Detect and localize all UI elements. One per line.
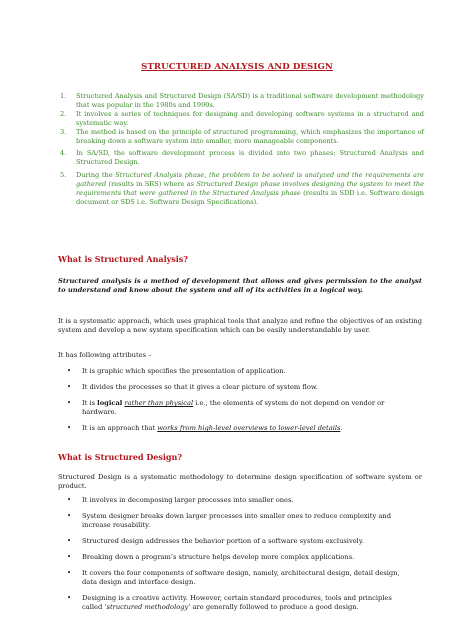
intro-text: In SA/SD, the software development process is divided into two phases: Structured Analysis and Structured Design. [76,149,424,167]
bullet-icon: • [67,367,72,375]
underlined-phrase: works from high-level overviews to lower-level details [157,424,341,432]
list-number: 1. [60,92,67,100]
list-item [58,569,408,587]
underlined-phrase: rather than physical [124,399,194,407]
bullet-icon: • [67,383,72,391]
bullet-icon: • [67,594,72,602]
bullet-icon: • [67,399,72,407]
bullet-text: It covers the four components of software design, namely, architectural design, detail design, data design and interface design. [82,569,400,586]
bullet-text: Breaking down a program’s structure helps develop more complex applications. [82,553,355,561]
intro-italic-text: Structured Analysis phase, the problem to be solved is analyzed and the requirements are gathered [76,171,424,189]
intro-item [60,171,424,207]
bullet-icon: • [67,424,72,432]
analysis-paragraph: It is a systematic approach, which uses graphical tools that analyze and refine the objectives of an existing system and develop a new system specification which can be easily understandable by user. [58,317,422,334]
bullet-text: System designer breaks down larger processes into smaller ones to reduce complexity and increase reusability. [82,512,391,529]
design-bullet-list [58,496,408,619]
intro-text: (results in SDD i.e. Software design document or SDS i.e. Software Design Specifications). [76,189,424,206]
list-number: 2. [60,109,67,118]
bullet-icon: • [67,553,72,561]
bullet-text: ’ are generally followed to produce a good design. [188,603,359,611]
bullet-text: i.e., the elements of system do not depend on vendor or hardware. [82,399,385,416]
analysis-bullet-list [58,367,408,440]
bullet-icon: • [67,496,72,504]
intro-item [60,128,424,146]
section-heading-analysis: What is Structured Analysis? [58,254,188,264]
list-item [58,424,408,433]
bullet-text: It is graphic which specifies the presentation of application. [82,367,286,375]
bullet-text: It is [82,399,98,407]
list-item [58,383,408,392]
attributes-intro: It has following attributes – [58,351,152,359]
list-number: 5. [60,171,67,180]
list-item [58,594,408,612]
section-heading-design: What is Structured Design? [58,452,183,462]
intro-item [60,110,424,128]
bullet-icon: • [67,537,72,545]
intro-item [60,149,424,167]
intro-item [60,92,424,110]
intro-text: It involves a series of techniques for designing and developing software systems in a structured and systematic way. [76,109,424,127]
list-item [58,537,408,546]
list-item [58,553,408,562]
bullet-text: It divides the processes so that it gives a clear picture of system flow. [82,383,318,391]
intro-text: The method is based on the principle of structured programming, which emphasizes the importance of breaking down a software system into smaller, more manageable components. [76,127,424,145]
analysis-definition: Structured analysis is a method of development that allows and gives permission to the analyst to understand and know about the system and all of its activities in a logical way. [58,277,422,294]
intro-text: During the [76,171,116,180]
bullet-text: . [340,424,343,432]
design-paragraph: Structured Design is a systematic methodology to determine design specification of software system or product. [58,473,422,490]
list-number: 3. [60,127,67,136]
intro-list [60,92,424,207]
bullet-icon: • [67,569,72,577]
list-number: 4. [60,149,67,158]
intro-text: (results in SRS) where as [106,180,197,189]
bullet-text: Designing is a creative activity. However, certain standard procedures, tools and principles called ‘ [82,594,392,611]
italic-phrase: structured methodology [106,603,189,611]
page-title: STRUCTURED ANALYSIS AND DESIGN [141,62,333,72]
bullet-text: Structured design addresses the behavior portion of a software system exclusively. [82,537,364,545]
list-item [58,399,408,417]
bullet-icon: • [67,512,72,520]
bold-term: logical [97,399,123,407]
list-item [58,512,408,530]
intro-italic-text: Structured Design phase involves designing the system to meet the requirements that were gathered in the Structured Analysis phase [76,180,424,198]
list-item [58,496,408,505]
list-item [58,367,408,376]
bullet-text: It is an approach that [82,424,158,432]
bullet-text: It involves in decomposing larger processes into smaller ones. [82,496,294,504]
intro-text: Structured Analysis and Structured Design (SA/SD) is a traditional software development methodology that was popular in the 1980s and 1990s. [76,92,424,109]
